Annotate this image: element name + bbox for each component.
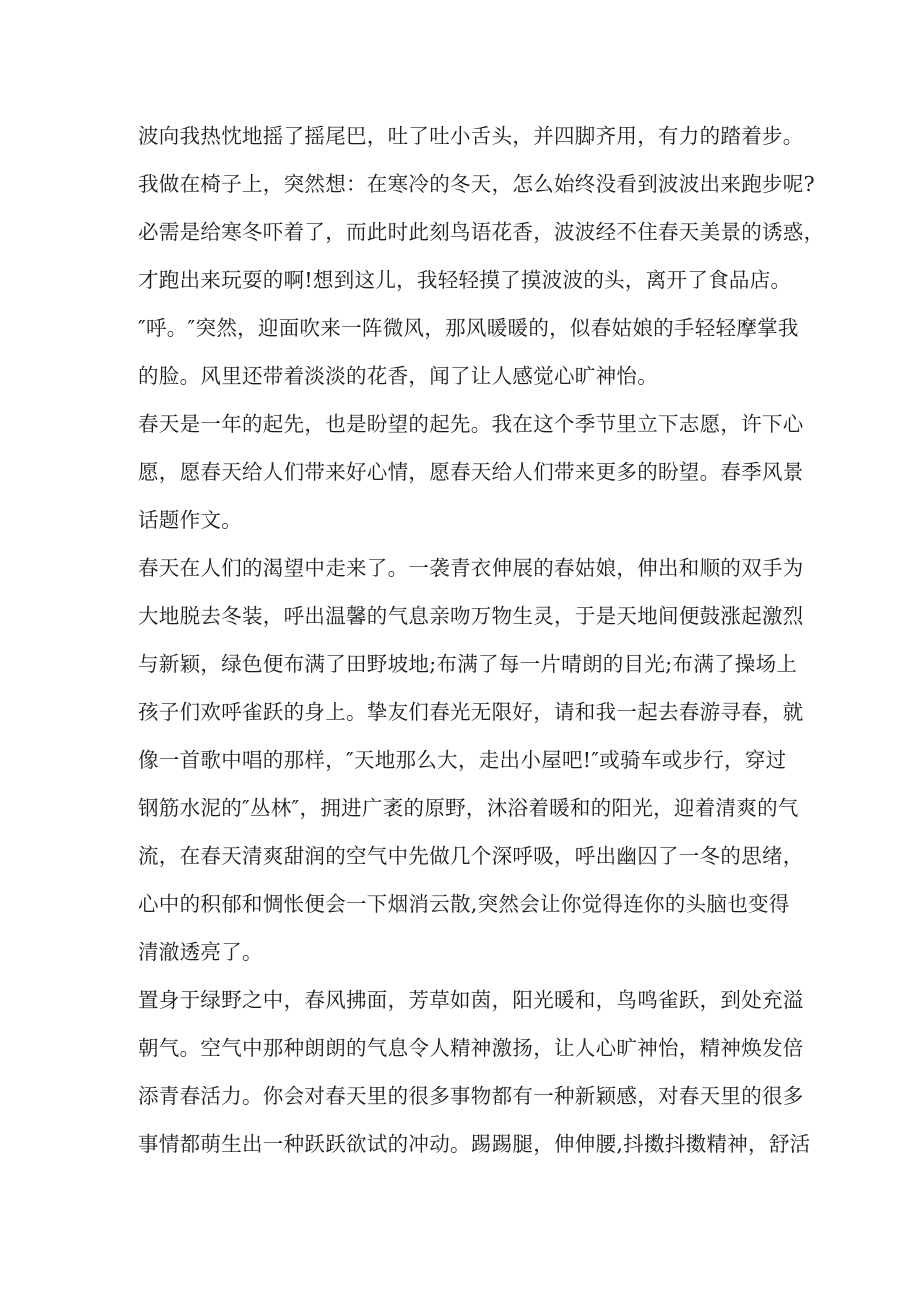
text-line: 才跑出来玩耍的啊!想到这儿，我轻轻摸了摸波波的头，离开了食品店。 xyxy=(138,268,792,292)
text-line: 清澈透亮了。 xyxy=(138,940,263,964)
text-line: ″呼。″突然，迎面吹来一阵微风，那风暖暖的，似春姑娘的手轻轻摩掌我 xyxy=(138,316,799,340)
text-line: 春天是一年的起先，也是盼望的起先。我在这个季节里立下志愿，许下心 xyxy=(138,412,804,436)
text-line: 大地脱去冬装，呼出温馨的气息亲吻万物生灵，于是天地间便鼓涨起激烈 xyxy=(138,604,804,628)
text-line: 波向我热忱地摇了摇尾巴，吐了吐小舌头，并四脚齐用，有力的踏着步。 xyxy=(138,124,804,148)
text-line: 我做在椅子上，突然想：在寒冷的冬天，怎么始终没看到波波出来跑步呢? xyxy=(138,172,815,196)
text-line: 朝气。空气中那种朗朗的气息令人精神激扬，让人心旷神怡，精神焕发倍 xyxy=(138,1036,804,1060)
text-line: 春天在人们的渴望中走来了。一袭青衣伸展的春姑娘，伸出和顺的双手为 xyxy=(138,556,804,580)
text-line: 钢筋水泥的″丛林″，拥进广袤的原野，沐浴着暖和的阳光，迎着清爽的气 xyxy=(138,796,799,820)
text-line: 愿，愿春天给人们带来好心情，愿春天给人们带来更多的盼望。春季风景 xyxy=(138,460,804,484)
text-line: 的脸。风里还带着淡淡的花香，闻了让人感觉心旷神怡。 xyxy=(138,364,658,388)
text-line: 流，在春天清爽甜润的空气中先做几个深呼吸，呼出幽囚了一冬的思绪， xyxy=(138,844,804,868)
text-line: 与新颖，绿色便布满了田野坡地;布满了每一片晴朗的目光;布满了操场上 xyxy=(138,652,798,676)
document-page xyxy=(138,112,825,1168)
text-line: 孩子们欢呼雀跃的身上。挚友们春光无限好，请和我一起去春游寻春，就 xyxy=(138,700,804,724)
text-line: 心中的积郁和惆怅便会一下烟消云散,突然会让你觉得连你的头脑也变得 xyxy=(138,892,790,916)
text-line: 事情都萌生出一种跃跃欲试的冲动。踢踢腿，伸伸腰,抖擞抖擞精神，舒活 xyxy=(138,1132,811,1156)
text-line: 添青春活力。你会对春天里的很多事物都有一种新颖感，对春天里的很多 xyxy=(138,1084,804,1108)
text-line: 置身于绿野之中，春风拂面，芳草如茵，阳光暖和，鸟鸣雀跃，到处充溢 xyxy=(138,988,804,1012)
text-line: 像一首歌中唱的那样，″天地那么大，走出小屋吧!″或骑车或步行，穿过 xyxy=(138,748,787,772)
text-line: 话题作文。 xyxy=(138,508,242,532)
text-line: 必需是给寒冬吓着了，而此时此刻鸟语花香，波波经不住春天美景的诱惑， xyxy=(138,220,825,244)
